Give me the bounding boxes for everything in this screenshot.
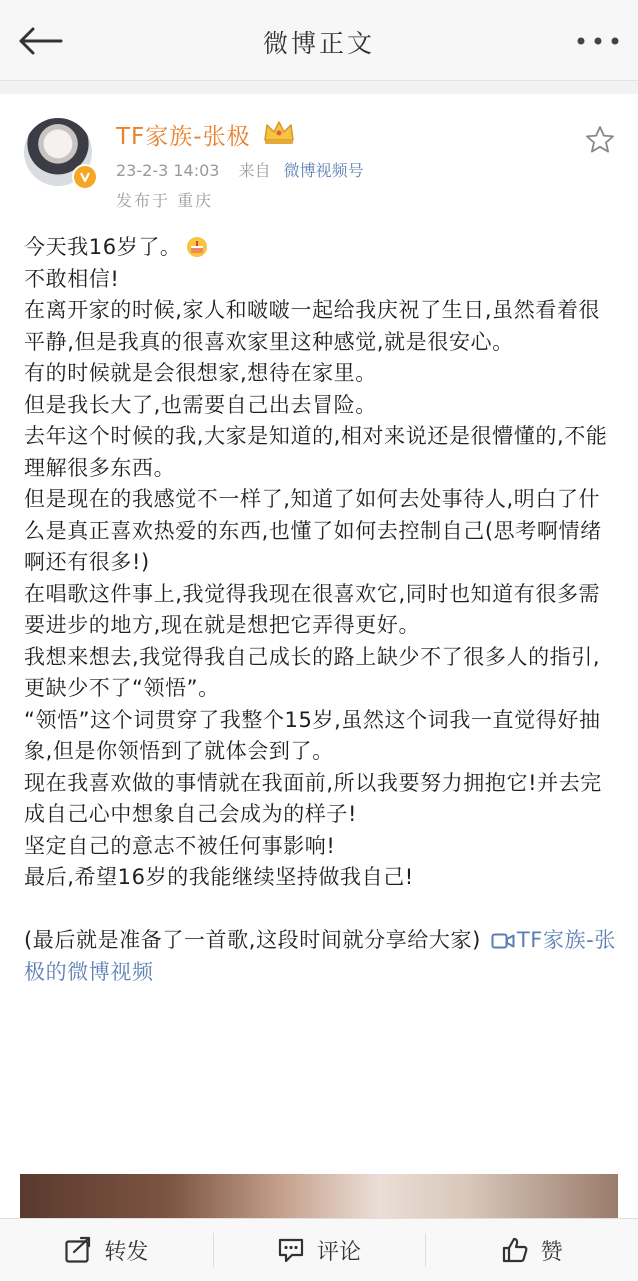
- post-paragraph: 现在我喜欢做的事情就在我面前,所以我要努力拥抱它!并去完成自己心中想象自己会成为的样子!: [24, 770, 602, 826]
- video-thumbnail[interactable]: [20, 1174, 618, 1218]
- more-dots-icon: [576, 36, 620, 46]
- like-button[interactable]: [425, 1219, 638, 1281]
- video-link[interactable]: TF家族-张极的微博视频: [24, 928, 616, 984]
- post-paragraph: 有的时候就是会很想家,想待在家里。: [24, 361, 377, 385]
- repost-button[interactable]: [0, 1219, 213, 1281]
- repost-label: 转发: [104, 1239, 149, 1265]
- post-card: [0, 94, 638, 1218]
- comment-icon: [277, 1236, 305, 1264]
- page-title: 微博正文: [262, 29, 375, 58]
- post-paragraph: 今天我16岁了。: [24, 235, 182, 259]
- post-paragraph: 但是现在的我感觉不一样了,知道了如何去处事待人,明白了什么是真正喜欢热爱的东西,也懂了如何去控制自己(思考啊情绪啊还有很多!): [24, 487, 602, 574]
- like-label: 赞: [540, 1239, 563, 1265]
- post-paragraph: 不敢相信!: [24, 266, 120, 291]
- post-paragraph: 我想来想去,我觉得我自己成长的路上缺少不了很多人的指引,更缺少不了“领悟”。: [24, 644, 601, 700]
- source-prefix: 来自: [238, 161, 271, 180]
- post-timestamp: 23-2-3 14:03: [116, 161, 220, 180]
- author-name[interactable]: TF家族-张极: [116, 124, 251, 150]
- favorite-star-icon[interactable]: [584, 124, 616, 156]
- video-icon: [491, 932, 515, 950]
- post-paragraph: 但是我长大了,也需要自己出去冒险。: [24, 392, 377, 417]
- top-navigation-bar: [0, 0, 638, 81]
- thumbs-up-icon: [501, 1236, 529, 1264]
- post-source-link[interactable]: 微博视频号: [283, 161, 364, 180]
- cake-emoji-icon: [186, 236, 208, 258]
- post-paragraph: 坚定自己的意志不被任何事影响!: [24, 833, 336, 858]
- post-content: [24, 232, 616, 988]
- post-paragraph: “领悟”这个词贯穿了我整个15岁,虽然这个词我一直觉得好抽象,但是你领悟到了就体会到了。: [24, 707, 601, 763]
- action-bar: [0, 1218, 638, 1281]
- post-paragraph: 在唱歌这件事上,我觉得我现在很喜欢它,同时也知道有很多需要进步的地方,现在就是想把它弄得更好。: [24, 581, 601, 637]
- comment-button[interactable]: [213, 1219, 426, 1281]
- verified-badge-icon: [72, 164, 98, 190]
- post-meta: [116, 158, 364, 181]
- post-location: 发布于 重庆: [116, 191, 214, 210]
- more-button[interactable]: [572, 24, 624, 58]
- post-paragraph: 在离开家的时候,家人和啵啵一起给我庆祝了生日,虽然看着很平静,但是我真的很喜欢家里这种感觉,就是很安心。: [24, 298, 601, 354]
- repost-icon: [64, 1236, 92, 1264]
- post-paragraph: 去年这个时候的我,大家是知道的,相对来说还是很懵懂的,不能理解很多东西。: [24, 424, 608, 480]
- crown-badge-icon: [262, 118, 296, 146]
- post-paragraph: 最后,希望16岁的我能继续坚持做我自己!: [24, 865, 414, 889]
- post-paragraph: (最后就是准备了一首歌,这段时间就分享给大家): [24, 928, 481, 952]
- comment-label: 评论: [317, 1239, 362, 1265]
